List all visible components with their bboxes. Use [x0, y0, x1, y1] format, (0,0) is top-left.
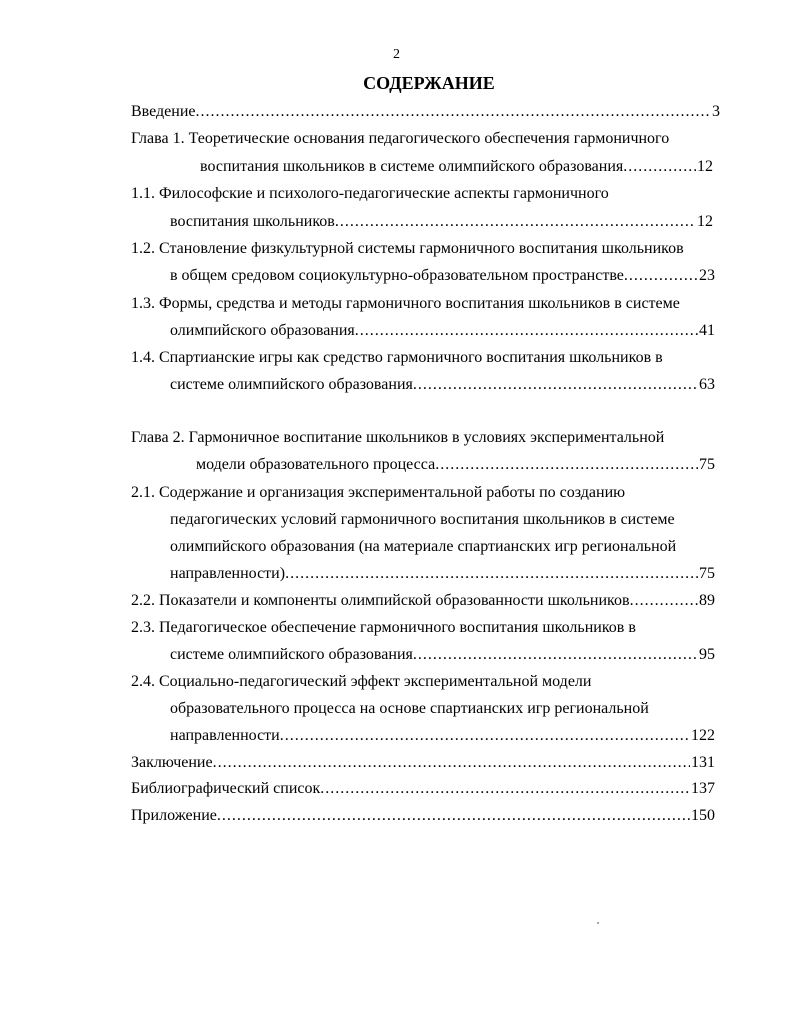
toc-leader-dots	[624, 266, 698, 286]
toc-entry-title: 2.4. Социально-педагогический эффект экспериментальной модели	[131, 673, 592, 690]
toc-entry-page: 122	[691, 727, 715, 744]
toc-entry-title: олимпийского образования (на материале спартианских игр региональной	[170, 538, 677, 555]
toc-entry-section-2-3-cont	[170, 645, 715, 665]
toc-entry-section-1-4	[131, 348, 771, 368]
toc-entry-bibliography	[131, 779, 715, 799]
toc-entry-page: 12	[697, 158, 713, 175]
toc-entry-section-2-4	[131, 672, 771, 692]
toc-entry-page: 150	[691, 807, 715, 824]
toc-entry-page: 75	[699, 456, 715, 473]
toc-entry-section-2-1-cont	[170, 510, 770, 530]
toc-entry-title: воспитания школьников в системе олимпийского образования	[200, 158, 624, 175]
toc-entry-section-2-4-cont	[170, 726, 715, 746]
toc-leader-dots	[280, 726, 690, 746]
toc-entry-page: 75	[699, 565, 715, 582]
toc-entry-title: Глава 2. Гармоничное воспитание школьников в условиях экспериментальной	[131, 429, 665, 446]
toc-entry-title: модели образовательного процесса	[196, 456, 436, 473]
toc-entry-title: 1.3. Формы, средства и методы гармоничного воспитания школьников в системе	[131, 295, 680, 312]
toc-entry-title: олимпийского образования	[170, 322, 355, 339]
toc-entry-intro	[131, 102, 720, 122]
toc-entry-section-2-1-cont	[170, 564, 715, 584]
toc-entry-section-1-2	[131, 239, 771, 259]
toc-entry-section-2-4-cont	[170, 699, 770, 719]
scan-artifact	[597, 922, 599, 924]
toc-entry-chapter-2	[131, 428, 771, 448]
toc-entry-chapter-1	[131, 129, 751, 149]
toc-entry-page: 3	[712, 103, 720, 120]
toc-entry-title: 2.2. Показатели и компоненты олимпийской образованности школьников	[131, 592, 630, 609]
toc-entry-title: 1.2. Становление физкультурной системы гармоничного воспитания школьников	[131, 240, 684, 257]
toc-entry-section-1-2-cont	[170, 266, 715, 286]
toc-leader-dots	[217, 806, 690, 826]
toc-leader-dots	[196, 102, 712, 122]
toc-leader-dots	[413, 645, 698, 665]
toc-entry-title: направленности	[170, 727, 280, 744]
toc-entry-title: воспитания школьников	[170, 213, 335, 230]
toc-entry-chapter-2-cont	[196, 455, 715, 475]
toc-leader-dots	[320, 779, 690, 799]
toc-entry-section-2-2	[131, 591, 715, 611]
toc-entry-section-1-3-cont	[170, 321, 715, 341]
toc-entry-title: Введение	[131, 103, 196, 120]
toc-leader-dots	[623, 157, 696, 177]
toc-leader-dots	[630, 591, 698, 611]
toc-leader-dots	[335, 212, 696, 232]
toc-entry-title: системе олимпийского образования	[170, 646, 413, 663]
toc-entry-chapter-1-cont	[200, 157, 713, 177]
toc-entry-page: 95	[699, 646, 715, 663]
toc-entry-title: системе олимпийского образования	[170, 376, 413, 393]
toc-entry-title: Глава 1. Теоретические основания педагогического обеспечения гармоничного	[131, 130, 670, 147]
toc-entry-title: в общем средовом социокультурно-образовательном пространстве	[170, 267, 624, 284]
toc-entry-section-2-1	[131, 483, 771, 503]
page-title: СОДЕРЖАНИЕ	[363, 73, 495, 93]
page-number: 2	[393, 47, 400, 62]
toc-entry-conclusion	[131, 753, 715, 773]
toc-leader-dots	[213, 753, 690, 773]
toc-entry-page: 12	[697, 213, 713, 230]
toc-leader-dots	[435, 455, 698, 475]
toc-leader-dots	[285, 564, 698, 584]
toc-entry-title: Заключение	[131, 754, 213, 771]
toc-leader-dots	[413, 375, 698, 395]
toc-entry-title: направленности)	[170, 565, 286, 582]
toc-entry-section-1-1	[131, 184, 751, 204]
toc-entry-title: педагогических условий гармоничного воспитания школьников в системе	[170, 511, 675, 528]
toc-entry-page: 41	[699, 322, 715, 339]
toc-entry-title: 2.1. Содержание и организация экспериментальной работы по созданию	[131, 484, 626, 501]
toc-entry-section-1-1-cont	[170, 212, 713, 232]
toc-entry-title: 2.3. Педагогическое обеспечение гармоничного воспитания школьников в	[131, 619, 636, 636]
toc-entry-title: образовательного процесса на основе спартианских игр региональной	[170, 700, 649, 717]
toc-leader-dots	[355, 321, 698, 341]
toc-entry-page: 137	[691, 780, 715, 797]
toc-entry-appendix	[131, 806, 715, 826]
toc-entry-section-1-3	[131, 294, 771, 314]
toc-entry-page: 131	[691, 754, 715, 771]
toc-entry-title: Библиографический список	[131, 780, 321, 797]
toc-entry-title: 1.4. Спартианские игры как средство гармоничного воспитания школьников в	[131, 349, 663, 366]
toc-entry-title: 1.1. Философские и психолого-педагогические аспекты гармоничного	[131, 185, 609, 202]
toc-entry-title: Приложение	[131, 807, 217, 824]
toc-entry-section-2-3	[131, 618, 771, 638]
toc-entry-page: 63	[699, 376, 715, 393]
toc-entry-page: 23	[699, 267, 715, 284]
toc-entry-section-1-4-cont	[170, 375, 715, 395]
toc-entry-page: 89	[699, 592, 715, 609]
toc-entry-section-2-1-cont	[170, 537, 770, 557]
